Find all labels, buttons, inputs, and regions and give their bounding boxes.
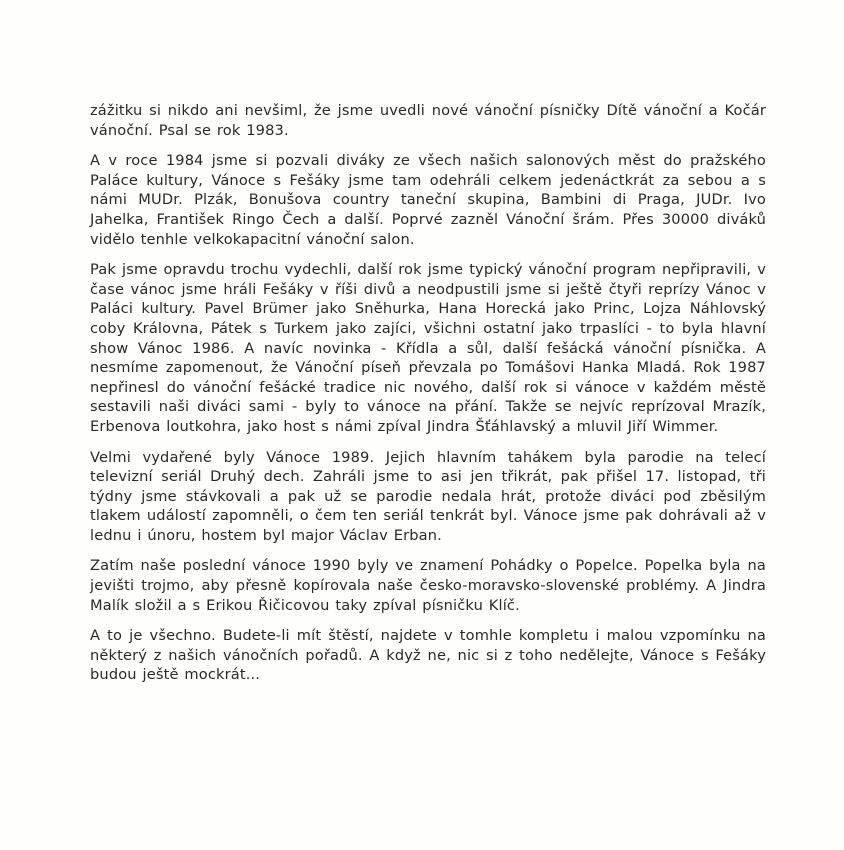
- paragraph: Velmi vydařené byly Vánoce 1989. Jejich hlavním tahákem byla parodie na telecí televizní seriál Druhý dech. Zahráli jsme to asi jen třikrát, pak přišel 17. listopad, tři týdny jsme stávkovali a pak už se parodie nedala hrát, protože diváci pod zběsilým tlakem událostí zapomněli, o čem ten seriál tenkrát byl. Vánoce jsme pak dohrávali až v lednu i únoru, hostem byl major Václav Erban.: [90, 448, 766, 544]
- paragraph: Zatím naše poslední vánoce 1990 byly ve znamení Pohádky o Popelce. Popelka byla na jevišti trojmo, aby přesně kopírovala naše česko-moravsko-slovenské problémy. A Jindra Malík složil a s Erikou Řičicovou taky zpíval písničku Klíč.: [90, 557, 766, 614]
- paragraph: A to je všechno. Budete-li mít štěstí, najdete v tomhle kompletu i malou vzpomínku na některý z našich vánočních pořadů. A když ne, nic si z toho nedělejte, Vánoce s Fešáky budou ještě mockrát...: [90, 627, 766, 684]
- paragraph: A v roce 1984 jsme si pozvali diváky ze všech našich salonových měst do pražského Paláce kultury, Vánoce s Fešáky jsme tam odehráli celkem jedenáctkrát za sebou a s námi MUDr. Plzák, Bonušova country taneční skupina, Bambini di Praga, JUDr. Ivo Jahelka, František Ringo Čech a další. Poprvé zazněl Vánoční šrám. Přes 30000 diváků vidělo tenhle velkokapacitní vánoční salon.: [90, 152, 766, 248]
- paragraph: Pak jsme opravdu trochu vydechli, další rok jsme typický vánoční program nepřipravili, v čase vánoc jsme hráli Fešáky v říši divů a neodpustili jsme si ještě čtyři reprízy Vánoc v Paláci kultury. Pavel Brümer jako Sněhurka, Hana Horecká jako Princ, Lojza Náhlovský coby Královna, Pátek s Turkem jako zajíci, všichni ostatní jako trpaslíci - to byla hlavní show Vánoc 1986. A navíc novinka - Křídla a sůl, další fešácká vánoční písnička. A nesmíme zapomenout, že Vánoční píseň převzala po Tomášovi Hanka Mladá. Rok 1987 nepřinesl do vánoční fešácké tradice nic nového, další rok si vánoce v každém městě sestavili naši diváci sami - byly to vánoce na přání. Takže se nejvíc reprízoval Mrazík, Erbenova loutkohra, jako host s námi zpíval Jindra Šťáhlavský a mluvil Jiří Wimmer.: [90, 261, 766, 435]
- text-body: [90, 101, 766, 696]
- paragraph: zážitku si nikdo ani nevšiml, že jsme uvedli nové vánoční písničky Dítě vánoční a Kočár vánoční. Psal se rok 1983.: [90, 102, 766, 139]
